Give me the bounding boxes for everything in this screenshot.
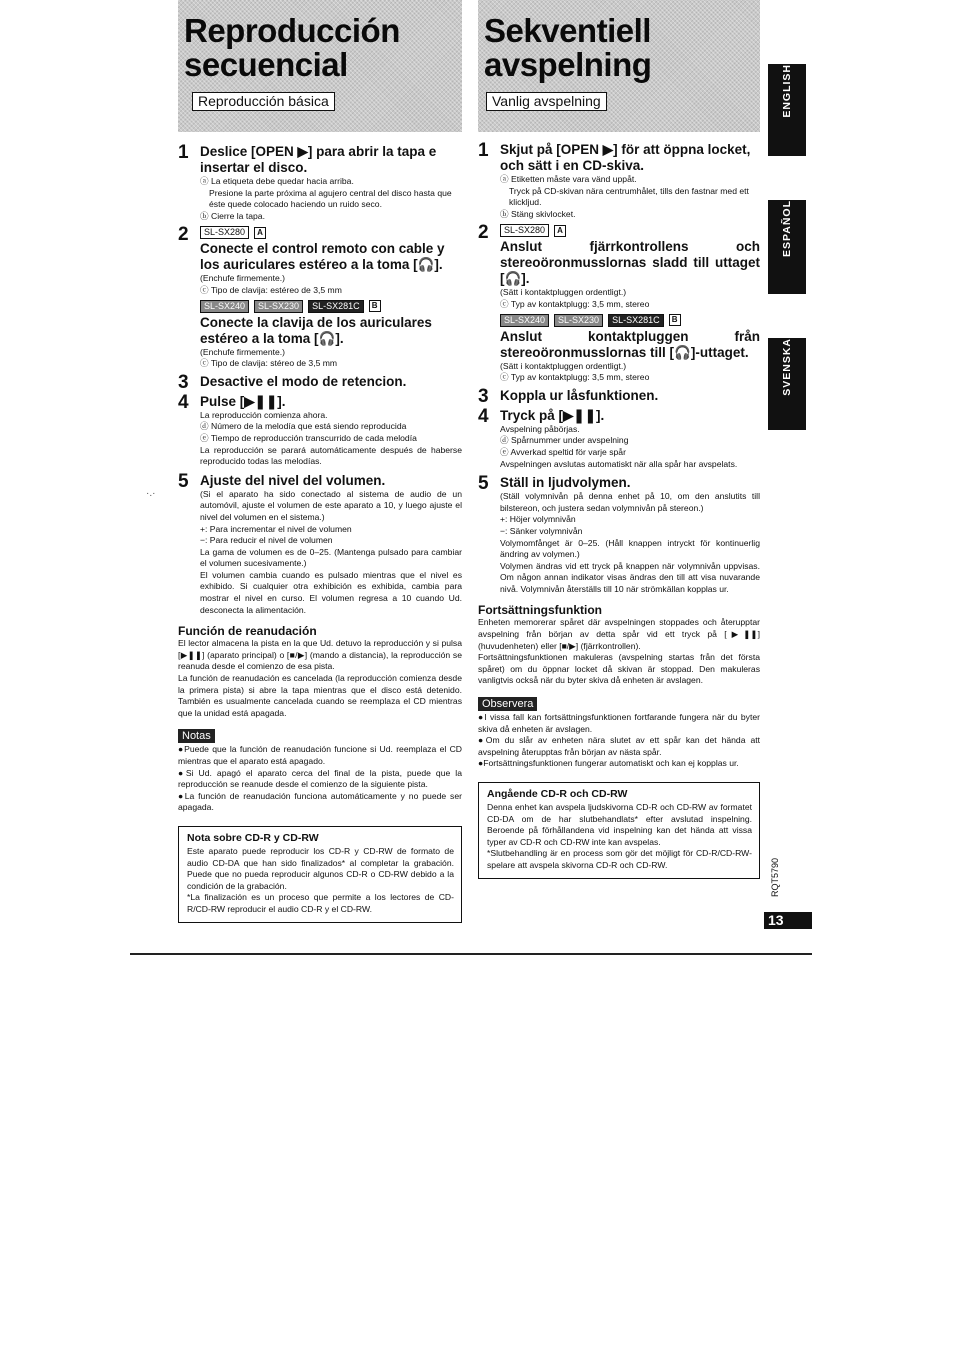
footer-rule: [130, 953, 812, 955]
step-text: La gama de volumen es de 0–25. (Mantenga pulsado para cambiar el volumen sucesivamente.): [200, 546, 462, 569]
step-text: Avspelningen avslutas automatiskt när alla spår har avspelats.: [500, 458, 738, 469]
step-text: (Ställ volymnivån på denna enhet på 10, om den anslutits till bilstereon, och justera sedan volymnivån på stereon.): [500, 491, 760, 513]
step-2: [178, 226, 462, 369]
step-text: ⓔ Tiempo de reproducción transcurrido de cada melodía: [200, 432, 417, 443]
step-1: [478, 142, 760, 220]
step-number: 3: [178, 371, 189, 393]
resume-heading: Función de reanudación: [178, 624, 317, 639]
box-text: Denna enhet kan avspela ljudskivorna CD-R och CD-RW av formatet CD-DA om de har slutbehandlats* efter avslutad inspelning. Beroende på förhållandena vid inspelning kan det hända att vissa typer av CD-R och CD-RW inte kan avspelas.: [487, 802, 752, 847]
step-2: [478, 224, 760, 383]
figure-letter: B: [369, 300, 381, 312]
step-4: [178, 391, 462, 468]
model-labels: [500, 314, 760, 327]
spanish-title-banner: [178, 0, 462, 132]
resume-text: Fortsättningsfunktionen makuleras (avspelning startas från det första spåret) om du öppnar locket då skivan är stoppad. Den makuleras vanligtvis också när du byter skiva då enheten är avslagen.: [478, 652, 760, 686]
resume-text: El lector almacena la pista en la que Ud. detuvo la reproducción y si pulsa [▶❚❚] (aparato principal) o [■/▶] (mando a distancia), la reproducción se reanuda desde el comienzo de esa pista.: [178, 638, 462, 672]
tab-label: ESPAÑOL: [781, 200, 793, 257]
note-item: ●La función de reanudación funciona automáticamente y no puede ser apagada.: [178, 790, 462, 813]
swedish-column: [478, 0, 760, 870]
step-text: (Sätt i kontaktpluggen ordentligt.): [500, 360, 627, 371]
step-5: [478, 475, 760, 595]
resume-text: La función de reanudación es cancelada (la reproducción comienza desde la primera pista) si abre la tapa mientras que el disco está detenido. También es usualmente cancelada cuando se reemplaza el CD mientras que la unidad está apagada.: [178, 673, 462, 718]
step-heading: Ajuste del nivel del volumen.: [200, 472, 386, 488]
tab-label: SVENSKA: [781, 338, 793, 396]
step-heading: Pulse [▶❚❚].: [200, 393, 286, 409]
step-heading: Koppla ur låsfunktionen.: [500, 387, 659, 403]
step-text: −: Para reducir el nivel de volumen: [200, 535, 333, 546]
model-code: RQT5790: [770, 858, 780, 898]
step-heading: Desactive el modo de retencion.: [200, 373, 407, 389]
step-5: [178, 470, 462, 617]
stray-mark: ·.·: [146, 488, 156, 499]
note-item: ●Fortsättningsfunktionen fungerar automatiskt och kan ej kopplas ur.: [478, 758, 739, 769]
language-tab-espanol: [768, 200, 806, 294]
step-number: 1: [478, 140, 489, 161]
step-heading: Tryck på [▶❚❚].: [500, 407, 605, 423]
box-text: Este aparato puede reproducir los CD-R y CD-RW de formato de audio CD-DA que han sido finalizados* al completar la grabación. Puede que no pueda reproducir algunos CD-R o CD-RW debido a la condición de la grabación.: [187, 845, 454, 891]
notes-label: Observera: [478, 697, 537, 711]
spanish-title: Reproducción secuencial: [184, 12, 400, 83]
resume-heading: Fortsättningsfunktion: [478, 603, 602, 618]
cd-r-note-box: [478, 782, 760, 879]
step-text: ⓑ Cierre la tapa.: [200, 210, 265, 221]
step-text: ⓒ Typ av kontaktplugg: 3,5 mm, stereo: [500, 372, 650, 383]
step-heading: Conecte el control remoto con cable y los auriculares estéreo a la toma [🎧].: [200, 241, 445, 273]
step-heading: Deslice [OPEN ▶] para abrir la tapa e insertar el disco.: [200, 144, 437, 175]
box-text: *La finalización es un proceso que permite a los lectores de CD-R/CD-RW reproducir el audio CD-R y el CD-RW.: [187, 892, 454, 914]
step-3: [478, 385, 760, 407]
step-text: ⓐ Etiketten måste vara vänd uppåt.: [500, 174, 637, 184]
step-text: ⓒ Typ av kontaktplugg: 3,5 mm, stereo: [500, 298, 650, 309]
step-text: ⓐ La etiqueta debe quedar hacia arriba.: [200, 176, 354, 186]
step-heading: Ställ in ljudvolymen.: [500, 475, 631, 491]
step-text: (Si el aparato ha sido conectado al sistema de audio de un automóvil, ajuste el volumen de este aparato a 10, y luego ajuste el nivel del volumen en el sistema.): [200, 488, 462, 522]
spanish-subtitle: Reproducción básica: [192, 92, 335, 111]
model-labels: [200, 300, 462, 313]
figure-letter: A: [554, 225, 566, 237]
model-badge: SL-SX280: [500, 224, 549, 237]
step-number: 3: [478, 385, 489, 407]
step-number: 4: [478, 405, 489, 427]
step-text: ⓔ Avverkad speltid för varje spår: [500, 446, 626, 457]
model-badge: SL-SX281C: [608, 314, 664, 327]
figure-letter: B: [669, 314, 681, 326]
step-text: ⓒ Tipo de clavija: estéreo de 3,5 mm: [200, 284, 342, 295]
step-text: Volymen ändras vid ett tryck på knappen när volymnivån uppvisas. Om någon annan indikator visas ändras den till att visa nuvarande nivå. Volymnivån återställs till 10 när strömkällan kopplas ur.: [500, 560, 760, 594]
step-text: (Enchufe firmemente.): [200, 346, 286, 357]
figure-letter: A: [254, 227, 266, 239]
box-title: Nota sobre CD-R y CD-RW: [187, 831, 319, 844]
step-number: 5: [178, 470, 189, 492]
step-text: La reproducción se parará automáticamente después de haberse reproducido todas las melodías.: [200, 444, 462, 467]
model-labels: [200, 226, 462, 239]
swedish-title: Sekventiell avspelning: [484, 12, 652, 83]
step-text: Volymomfånget är 0–25. (Håll knappen intryckt för kontinuerlig ändring av volymen.): [500, 537, 760, 560]
model-badge: SL-SX281C: [308, 300, 364, 313]
spanish-column: [178, 0, 462, 914]
step-text: −: Sänker volymnivån: [500, 525, 583, 536]
step-number: 2: [478, 222, 489, 244]
note-item: ●I vissa fall kan fortsättningsfunktionen fortfarande fungera när du byter skiva då enheten är avslagen.: [478, 712, 760, 734]
model-badge: SL-SX240: [200, 300, 249, 313]
note-item: ●Om du slår av enheten nära slutet av ett spår kan det hända att avspelning återupptas från början av nästa spår.: [478, 735, 760, 757]
note-item: ●Puede que la función de reanudación funcione si Ud. reemplaza el CD mientras que el aparato está apagado.: [178, 744, 462, 766]
model-badge: SL-SX230: [254, 300, 303, 313]
page-number: 13: [764, 912, 812, 929]
swedish-content: [478, 140, 760, 879]
model-badge: SL-SX230: [554, 314, 603, 327]
step-number: 1: [178, 142, 189, 163]
step-number: 5: [478, 473, 489, 495]
notes-label: Notas: [178, 729, 215, 743]
model-badge: SL-SX280: [200, 226, 249, 239]
step-text: Tryck på CD-skivan nära centrumhålet, tills den fastnar med ett klickljud.: [509, 185, 749, 208]
step-text: El volumen cambia cuando es pulsado mientras que el nivel es exhibido. Si cualquier otra exhibición es exhibida, cambia para mostrar el nivel en curso. El volumen regresa a 10 cuando Ud. desconecta la alimentación.: [200, 569, 462, 615]
step-text: ⓒ Tipo de clavija: stéreo de 3,5 mm: [200, 358, 338, 369]
step-text: La reproducción comienza ahora.: [200, 409, 328, 420]
swedish-subtitle: Vanlig avspelning: [486, 92, 607, 111]
step-text: (Sätt i kontaktpluggen ordentligt.): [500, 287, 627, 298]
spanish-content: [178, 142, 462, 923]
step-heading: Anslut fjärrkontrollens och stereoöronmusslornas sladd till uttaget [🎧].: [500, 239, 760, 287]
step-number: 2: [178, 224, 189, 246]
step-heading: Conecte la clavija de los auriculares estéreo a la toma [🎧].: [200, 314, 432, 346]
step-heading: Skjut på [OPEN ▶] för att öppna locket, och sätt i en CD-skiva.: [500, 142, 751, 173]
language-tab-svenska: [768, 338, 806, 430]
step-text: (Enchufe firmemente.): [200, 273, 286, 284]
step-text: Presione la parte próxima al agujero central del disco hasta que éste quede colocado haciendo un ruido seco.: [209, 187, 452, 210]
step-3: [178, 371, 462, 393]
step-heading: Anslut kontaktpluggen från stereoöronmusslornas till [🎧]-uttaget.: [500, 328, 760, 360]
language-tab-english: [768, 64, 806, 156]
step-1: [178, 144, 462, 222]
tab-label: ENGLISH: [781, 64, 793, 118]
step-4: [478, 405, 760, 470]
step-text: ⓑ Stäng skivlocket.: [500, 208, 576, 219]
box-text: *Slutbehandling är en process som gör det möjligt för CD-R/CD-RW-spelare att avspela skivorna CD-R och CD-RW.: [487, 848, 752, 870]
step-text: Avspelning påbörjas.: [500, 423, 580, 434]
swedish-title-banner: [478, 0, 760, 132]
step-text: +: Höjer volymnivån: [500, 514, 576, 525]
box-title: Angående CD-R och CD-RW: [487, 788, 628, 800]
note-item: ●Si Ud. apagó el aparato cerca del final de la pista, puede que la reproducción se reanude desde el comienzo de la siguiente pista.: [178, 767, 462, 790]
step-text: ⓓ Número de la melodía que está siendo reproducida: [200, 421, 407, 432]
model-badge: SL-SX240: [500, 314, 549, 327]
cd-r-note-box: [178, 826, 462, 923]
step-text: ⓓ Spårnummer under avspelning: [500, 435, 629, 446]
resume-text: Enheten memorerar spåret där avspelningen stoppades och återupptar avspelning från början av detta spår vid ett tryck på [▶❚❚] (huvudenheten) eller [■/▶] (fjärrkontrollen).: [478, 617, 760, 651]
step-number: 4: [178, 391, 189, 413]
model-labels: [500, 224, 760, 237]
step-text: +: Para incrementar el nivel de volumen: [200, 523, 352, 534]
